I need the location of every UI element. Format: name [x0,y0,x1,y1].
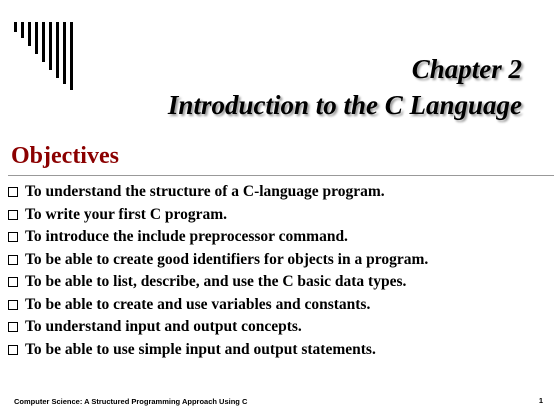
slide-footer: Computer Science: A Structured Programming Approach Using C [14,397,248,406]
checkbox-square-icon [8,277,18,287]
checkbox-square-icon [8,232,18,242]
objective-text: To understand the structure of a C-language program. [25,183,385,201]
objective-text: To be able to create good identifiers for objects in a program. [25,250,429,268]
page-number: 1 [538,396,543,405]
list-item [8,271,428,294]
slide-title: Introduction to the C Language [167,90,522,120]
objective-text: To write your first C program. [25,205,228,223]
checkbox-square-icon [8,345,18,355]
checkbox-square-icon [8,322,18,332]
list-item [8,249,428,272]
objectives-list [8,181,428,361]
checkbox-square-icon [8,187,18,197]
checkbox-square-icon [8,210,18,220]
heading-divider [8,175,554,176]
objective-text: To be able to list, describe, and use the C basic data types. [25,273,407,291]
checkbox-square-icon [8,300,18,310]
list-item [8,339,428,362]
list-item [8,204,428,227]
list-item [8,316,428,339]
barcode-stripes-icon [14,22,94,92]
section-heading: Objectives [11,143,119,169]
list-item [8,294,428,317]
objective-text: To understand input and output concepts. [25,318,302,336]
chapter-title: Chapter 2 [411,54,522,84]
objective-text: To introduce the include preprocessor command. [25,228,348,246]
checkbox-square-icon [8,255,18,265]
list-item [8,226,428,249]
objective-text: To be able to use simple input and output statements. [25,340,376,358]
objective-text: To be able to create and use variables and constants. [25,295,371,313]
list-item [8,181,428,204]
